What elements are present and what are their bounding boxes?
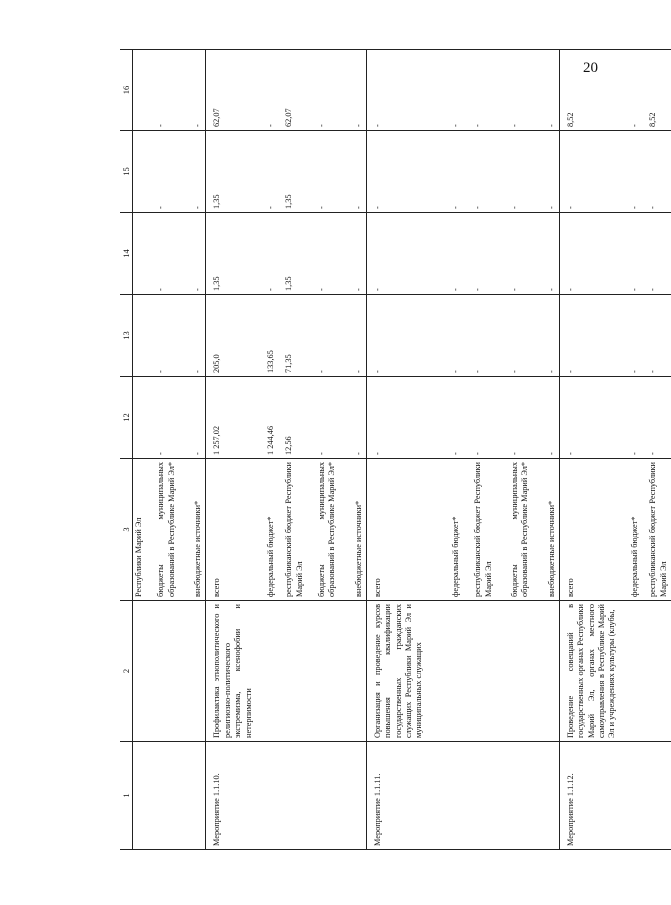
measure-name-cell: Организация и проведение курсов повышения квалификации государственных гражданских служащих Республики Марий Эл и муниципальных служащих <box>367 601 427 742</box>
measure-id-cell <box>496 742 533 850</box>
value-cell <box>133 50 147 131</box>
value-cell: 1,35 <box>206 131 256 213</box>
funding-source-cell: бюджеты муниципальных образований в Республике Марий Эл* <box>496 459 533 601</box>
value-cell: - <box>340 377 367 459</box>
funding-source-cell: внебюджетные источники* <box>340 459 367 601</box>
measure-id-cell <box>256 742 278 850</box>
value-cell: - <box>559 295 619 377</box>
table-row <box>463 50 496 850</box>
measure-id-cell <box>278 742 307 850</box>
value-cell: 1,35 <box>206 213 256 295</box>
value-cell <box>133 377 147 459</box>
value-cell: - <box>463 213 496 295</box>
value-cell <box>133 295 147 377</box>
measure-id-cell <box>642 742 671 850</box>
value-cell: - <box>367 295 427 377</box>
funding-source-cell: внебюджетные источники* <box>533 459 560 601</box>
table-row <box>496 50 533 850</box>
value-cell: - <box>307 213 340 295</box>
value-cell: - <box>533 377 560 459</box>
funding-source-cell: республиканский бюджет Республики Марий Эл <box>278 459 307 601</box>
measure-id-cell <box>340 742 367 850</box>
measure-name-cell <box>427 601 463 742</box>
value-cell: - <box>367 213 427 295</box>
measure-id-cell <box>133 742 147 850</box>
value-cell: 12,56 <box>278 377 307 459</box>
value-cell: - <box>427 213 463 295</box>
value-cell: 8,52 <box>559 50 619 131</box>
value-cell: - <box>427 377 463 459</box>
page-number: 20 <box>583 60 598 76</box>
value-cell <box>133 131 147 213</box>
rotated-page <box>120 50 668 850</box>
header-cell: 2 <box>120 601 133 742</box>
value-cell: 205,0 <box>206 295 256 377</box>
value-cell: 62,07 <box>278 50 307 131</box>
table-row <box>179 50 206 850</box>
measure-id-cell <box>146 742 179 850</box>
value-cell: - <box>307 377 340 459</box>
measure-name-cell <box>533 601 560 742</box>
value-cell: - <box>146 377 179 459</box>
measure-id-cell <box>307 742 340 850</box>
value-cell: - <box>496 377 533 459</box>
value-cell: - <box>340 50 367 131</box>
value-cell: - <box>367 377 427 459</box>
value-cell: 1,35 <box>278 131 307 213</box>
funding-table <box>120 49 671 850</box>
table-row <box>620 50 642 850</box>
table-header-row <box>120 50 133 850</box>
value-cell: 1 257,02 <box>206 377 256 459</box>
measure-id-cell <box>427 742 463 850</box>
measure-name-cell <box>278 601 307 742</box>
table-row <box>642 50 671 850</box>
table-row <box>533 50 560 850</box>
funding-source-cell: федеральный бюджет* <box>427 459 463 601</box>
value-cell: - <box>463 295 496 377</box>
table-row <box>256 50 278 850</box>
table-row <box>307 50 340 850</box>
header-cell: 13 <box>120 295 133 377</box>
table-row <box>340 50 367 850</box>
value-cell: - <box>256 50 278 131</box>
value-cell: - <box>179 377 206 459</box>
measure-name-cell <box>340 601 367 742</box>
value-cell: - <box>307 295 340 377</box>
value-cell: - <box>642 377 671 459</box>
funding-source-cell: федеральный бюджет* <box>256 459 278 601</box>
value-cell: - <box>496 295 533 377</box>
value-cell: - <box>367 50 427 131</box>
value-cell: - <box>427 50 463 131</box>
value-cell: - <box>496 50 533 131</box>
value-cell: - <box>179 213 206 295</box>
table-row <box>206 50 256 850</box>
measure-name-cell: Профилактика этнополитического и религиозно-политического экстремизма, ксенофобии и нетерпимости <box>206 601 256 742</box>
value-cell: - <box>620 213 642 295</box>
measure-name-cell <box>256 601 278 742</box>
measure-name-cell <box>463 601 496 742</box>
value-cell: - <box>642 131 671 213</box>
header-cell: 1 <box>120 742 133 850</box>
value-cell: - <box>427 295 463 377</box>
measure-id-cell: Мероприятие 1.1.12. <box>559 742 619 850</box>
measure-id-cell <box>620 742 642 850</box>
value-cell: - <box>146 131 179 213</box>
header-cell: 14 <box>120 213 133 295</box>
funding-source-cell: республиканский бюджет Республики Марий Эл <box>642 459 671 601</box>
value-cell: - <box>496 131 533 213</box>
value-cell: - <box>179 50 206 131</box>
funding-source-cell: всего <box>559 459 619 601</box>
funding-source-cell: бюджеты муниципальных образований в Республике Марий Эл* <box>307 459 340 601</box>
value-cell: - <box>496 213 533 295</box>
value-cell: - <box>559 131 619 213</box>
value-cell: - <box>146 295 179 377</box>
funding-source-cell: всего <box>206 459 256 601</box>
value-cell: - <box>533 131 560 213</box>
value-cell: 62,07 <box>206 50 256 131</box>
value-cell: - <box>559 377 619 459</box>
value-cell: - <box>533 50 560 131</box>
value-cell: 1 244,46 <box>256 377 278 459</box>
value-cell: - <box>463 50 496 131</box>
value-cell: - <box>642 213 671 295</box>
measure-name-cell <box>179 601 206 742</box>
value-cell: - <box>256 213 278 295</box>
measure-name-cell <box>307 601 340 742</box>
value-cell <box>133 213 147 295</box>
table-row <box>367 50 427 850</box>
value-cell: - <box>367 131 427 213</box>
value-cell: - <box>340 213 367 295</box>
value-cell: - <box>463 377 496 459</box>
value-cell: - <box>146 213 179 295</box>
value-cell: - <box>620 377 642 459</box>
measure-id-cell <box>179 742 206 850</box>
table-row <box>146 50 179 850</box>
table-row <box>133 50 147 850</box>
funding-source-cell: бюджеты муниципальных образований в Республике Марий Эл* <box>146 459 179 601</box>
value-cell: - <box>427 131 463 213</box>
value-cell: - <box>256 131 278 213</box>
value-cell: - <box>179 295 206 377</box>
funding-source-cell: внебюджетные источники* <box>179 459 206 601</box>
table-row <box>559 50 619 850</box>
value-cell: 133,65 <box>256 295 278 377</box>
header-cell: 12 <box>120 377 133 459</box>
value-cell: - <box>559 213 619 295</box>
value-cell: 8,52 <box>642 50 671 131</box>
table-row <box>278 50 307 850</box>
value-cell: - <box>340 131 367 213</box>
measure-name-cell <box>642 601 671 742</box>
measure-name-cell <box>146 601 179 742</box>
funding-source-cell: федеральный бюджет* <box>620 459 642 601</box>
value-cell: - <box>533 213 560 295</box>
value-cell: - <box>179 131 206 213</box>
measure-id-cell: Мероприятие 1.1.10. <box>206 742 256 850</box>
value-cell: - <box>307 50 340 131</box>
header-cell: 15 <box>120 131 133 213</box>
measure-id-cell: Мероприятие 1.1.11. <box>367 742 427 850</box>
value-cell: 1,35 <box>278 213 307 295</box>
value-cell: - <box>620 50 642 131</box>
funding-source-cell: Республики Марий Эл <box>133 459 147 601</box>
value-cell: - <box>620 295 642 377</box>
value-cell: - <box>340 295 367 377</box>
value-cell: - <box>533 295 560 377</box>
measure-name-cell: Проведение совещаний в государственных органах Республики Марий Эл, органах местного самоуправления в Республике Марий Эл и учреждениях культуры (клубы, <box>559 601 619 742</box>
value-cell: - <box>146 50 179 131</box>
value-cell: - <box>463 131 496 213</box>
value-cell: 71,35 <box>278 295 307 377</box>
value-cell: - <box>642 295 671 377</box>
funding-source-cell: республиканский бюджет Республики Марий Эл <box>463 459 496 601</box>
header-cell: 3 <box>120 459 133 601</box>
measure-name-cell <box>133 601 147 742</box>
measure-name-cell <box>496 601 533 742</box>
funding-source-cell: всего <box>367 459 427 601</box>
header-cell: 16 <box>120 50 133 131</box>
measure-id-cell <box>533 742 560 850</box>
table-row <box>427 50 463 850</box>
measure-id-cell <box>463 742 496 850</box>
measure-name-cell <box>620 601 642 742</box>
value-cell: - <box>307 131 340 213</box>
value-cell: - <box>620 131 642 213</box>
